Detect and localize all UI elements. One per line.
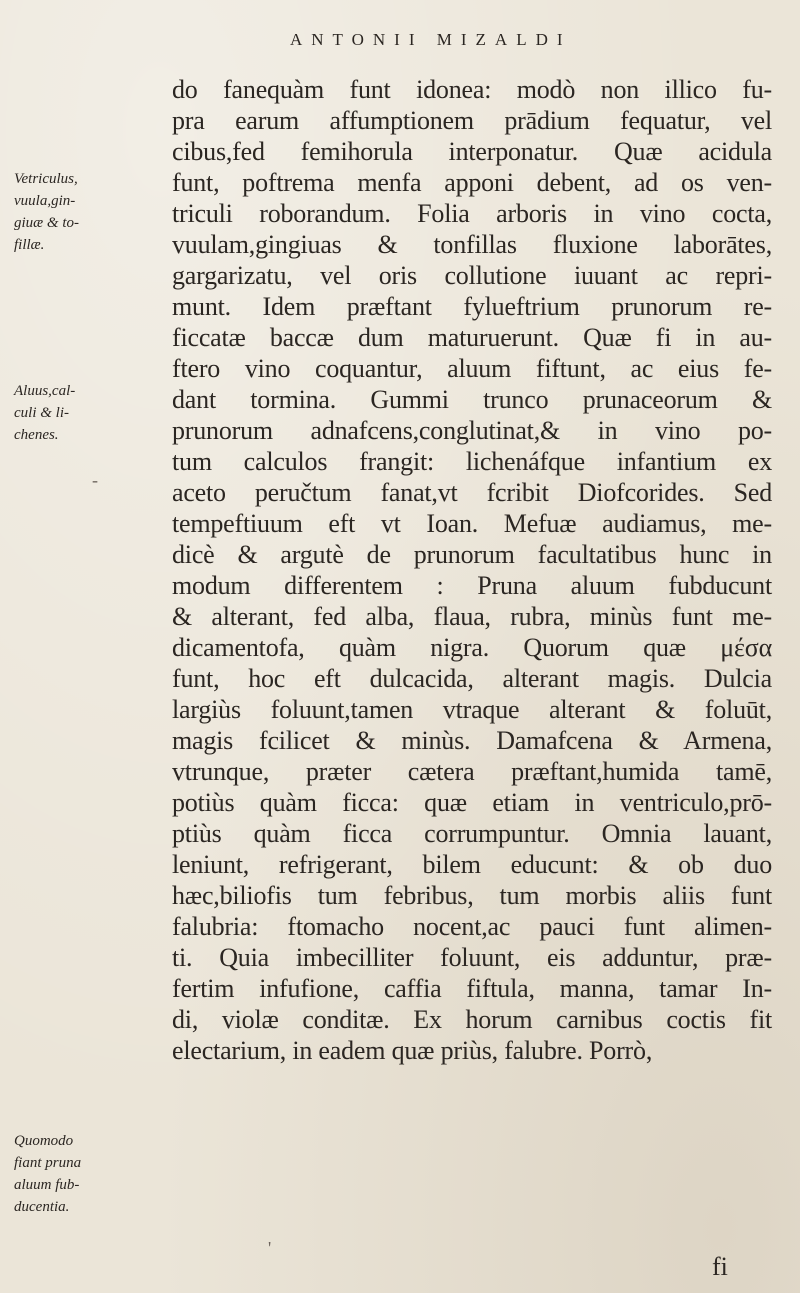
margin-note-line: giuæ & to- xyxy=(14,215,80,231)
text-line: ficcatæ baccæ dum maturuerunt. Quæ fi in au- xyxy=(172,323,772,352)
margin-note-line: ducentia. xyxy=(14,1199,70,1215)
margin-note-line: aluum fub- xyxy=(14,1177,80,1193)
text-line: do fanequàm funt idonea: modò non illico fu- xyxy=(172,75,772,104)
text-line: vtrunque, præter cætera præftant,humida tamē, xyxy=(172,757,772,786)
text-line: triculi roborandum. Folia arboris in vino cocta, xyxy=(172,199,772,228)
margin-note-aluus xyxy=(14,380,174,446)
margin-note-line: vuula,gin- xyxy=(14,193,76,209)
margin-note-line: Quomodo xyxy=(14,1133,74,1149)
text-line: aceto peručtum fanat,vt fcribit Diofcorides. Sed xyxy=(172,478,772,507)
margin-note-line: chenes. xyxy=(14,427,59,443)
catchword: fi xyxy=(712,1252,728,1281)
text-line: gargarizatu, vel oris collutione iuuant ac repri- xyxy=(172,261,772,290)
text-line: dicamentofa, quàm nigra. Quorum quæ μέσα xyxy=(172,633,772,662)
text-line: magis fcilicet & minùs. Damafcena & Armena, xyxy=(172,726,772,755)
text-line: & alterant, fed alba, flaua, rubra, minùs funt me- xyxy=(172,602,772,631)
running-head: ANTONII MIZALDI xyxy=(290,30,572,49)
text-line: ti. Quia imbecilliter foluunt, eis adduntur, præ- xyxy=(172,943,772,972)
text-line: munt. Idem præftant fylueftrium prunorum re- xyxy=(172,292,772,321)
text-line: dicè & argutè de prunorum facultatibus hunc in xyxy=(172,540,772,569)
main-text xyxy=(172,74,772,1066)
text-line: tum calculos frangit: lichenáfque infantium ex xyxy=(172,447,772,476)
page-blemish: ' xyxy=(268,1238,272,1258)
page-blemish: - xyxy=(92,470,98,490)
text-line: falubria: ftomacho nocent,ac pauci funt alimen- xyxy=(172,912,772,941)
margin-note-quomodo xyxy=(14,1130,174,1218)
text-line: ftero vino coquantur, aluum fiftunt, ac eius fe- xyxy=(172,354,772,383)
text-line: funt, poftrema menfa apponi debent, ad os ven- xyxy=(172,168,772,197)
text-line: potiùs quàm ficca: quæ etiam in ventriculo,prō- xyxy=(172,788,772,817)
text-line: pra earum affumptionem prādium fequatur, vel xyxy=(172,106,772,135)
margin-note-line: fillæ. xyxy=(14,237,45,253)
text-line: di, violæ conditæ. Ex horum carnibus coctis fit xyxy=(172,1005,772,1034)
text-line: electarium, in eadem quæ priùs, falubre. Porrò, xyxy=(172,1036,653,1065)
text-line: ptiùs quàm ficca corrumpuntur. Omnia lauant, xyxy=(172,819,772,848)
text-line: largiùs foluunt,tamen vtraque alterant & foluūt, xyxy=(172,695,772,724)
margin-note-line: culi & li- xyxy=(14,405,69,421)
text-line: modum differentem : Pruna aluum fubducunt xyxy=(172,571,772,600)
text-line: dant tormina. Gummi trunco prunaceorum & xyxy=(172,385,772,414)
margin-note-line: Aluus,cal- xyxy=(14,383,76,399)
text-line: leniunt, refrigerant, bilem educunt: & ob duo xyxy=(172,850,772,879)
text-line: funt, hoc eft dulcacida, alterant magis. Dulcia xyxy=(172,664,772,693)
text-line: cibus,fed femihorula interponatur. Quæ acidula xyxy=(172,137,772,166)
margin-note-ventriculus xyxy=(14,168,174,256)
text-line: prunorum adnafcens,conglutinat,& in vino po- xyxy=(172,416,772,445)
margin-note-line: Vetriculus, xyxy=(14,171,78,187)
text-line: fertim infufione, caffia fiftula, manna, tamar In- xyxy=(172,974,772,1003)
margin-note-line: fiant pruna xyxy=(14,1155,82,1171)
text-line: hæc,biliofis tum febribus, tum morbis aliis funt xyxy=(172,881,772,910)
text-line: tempeftiuum eft vt Ioan. Mefuæ audiamus, me- xyxy=(172,509,772,538)
text-line: vuulam,gingiuas & tonfillas fluxione laborātes, xyxy=(172,230,772,259)
